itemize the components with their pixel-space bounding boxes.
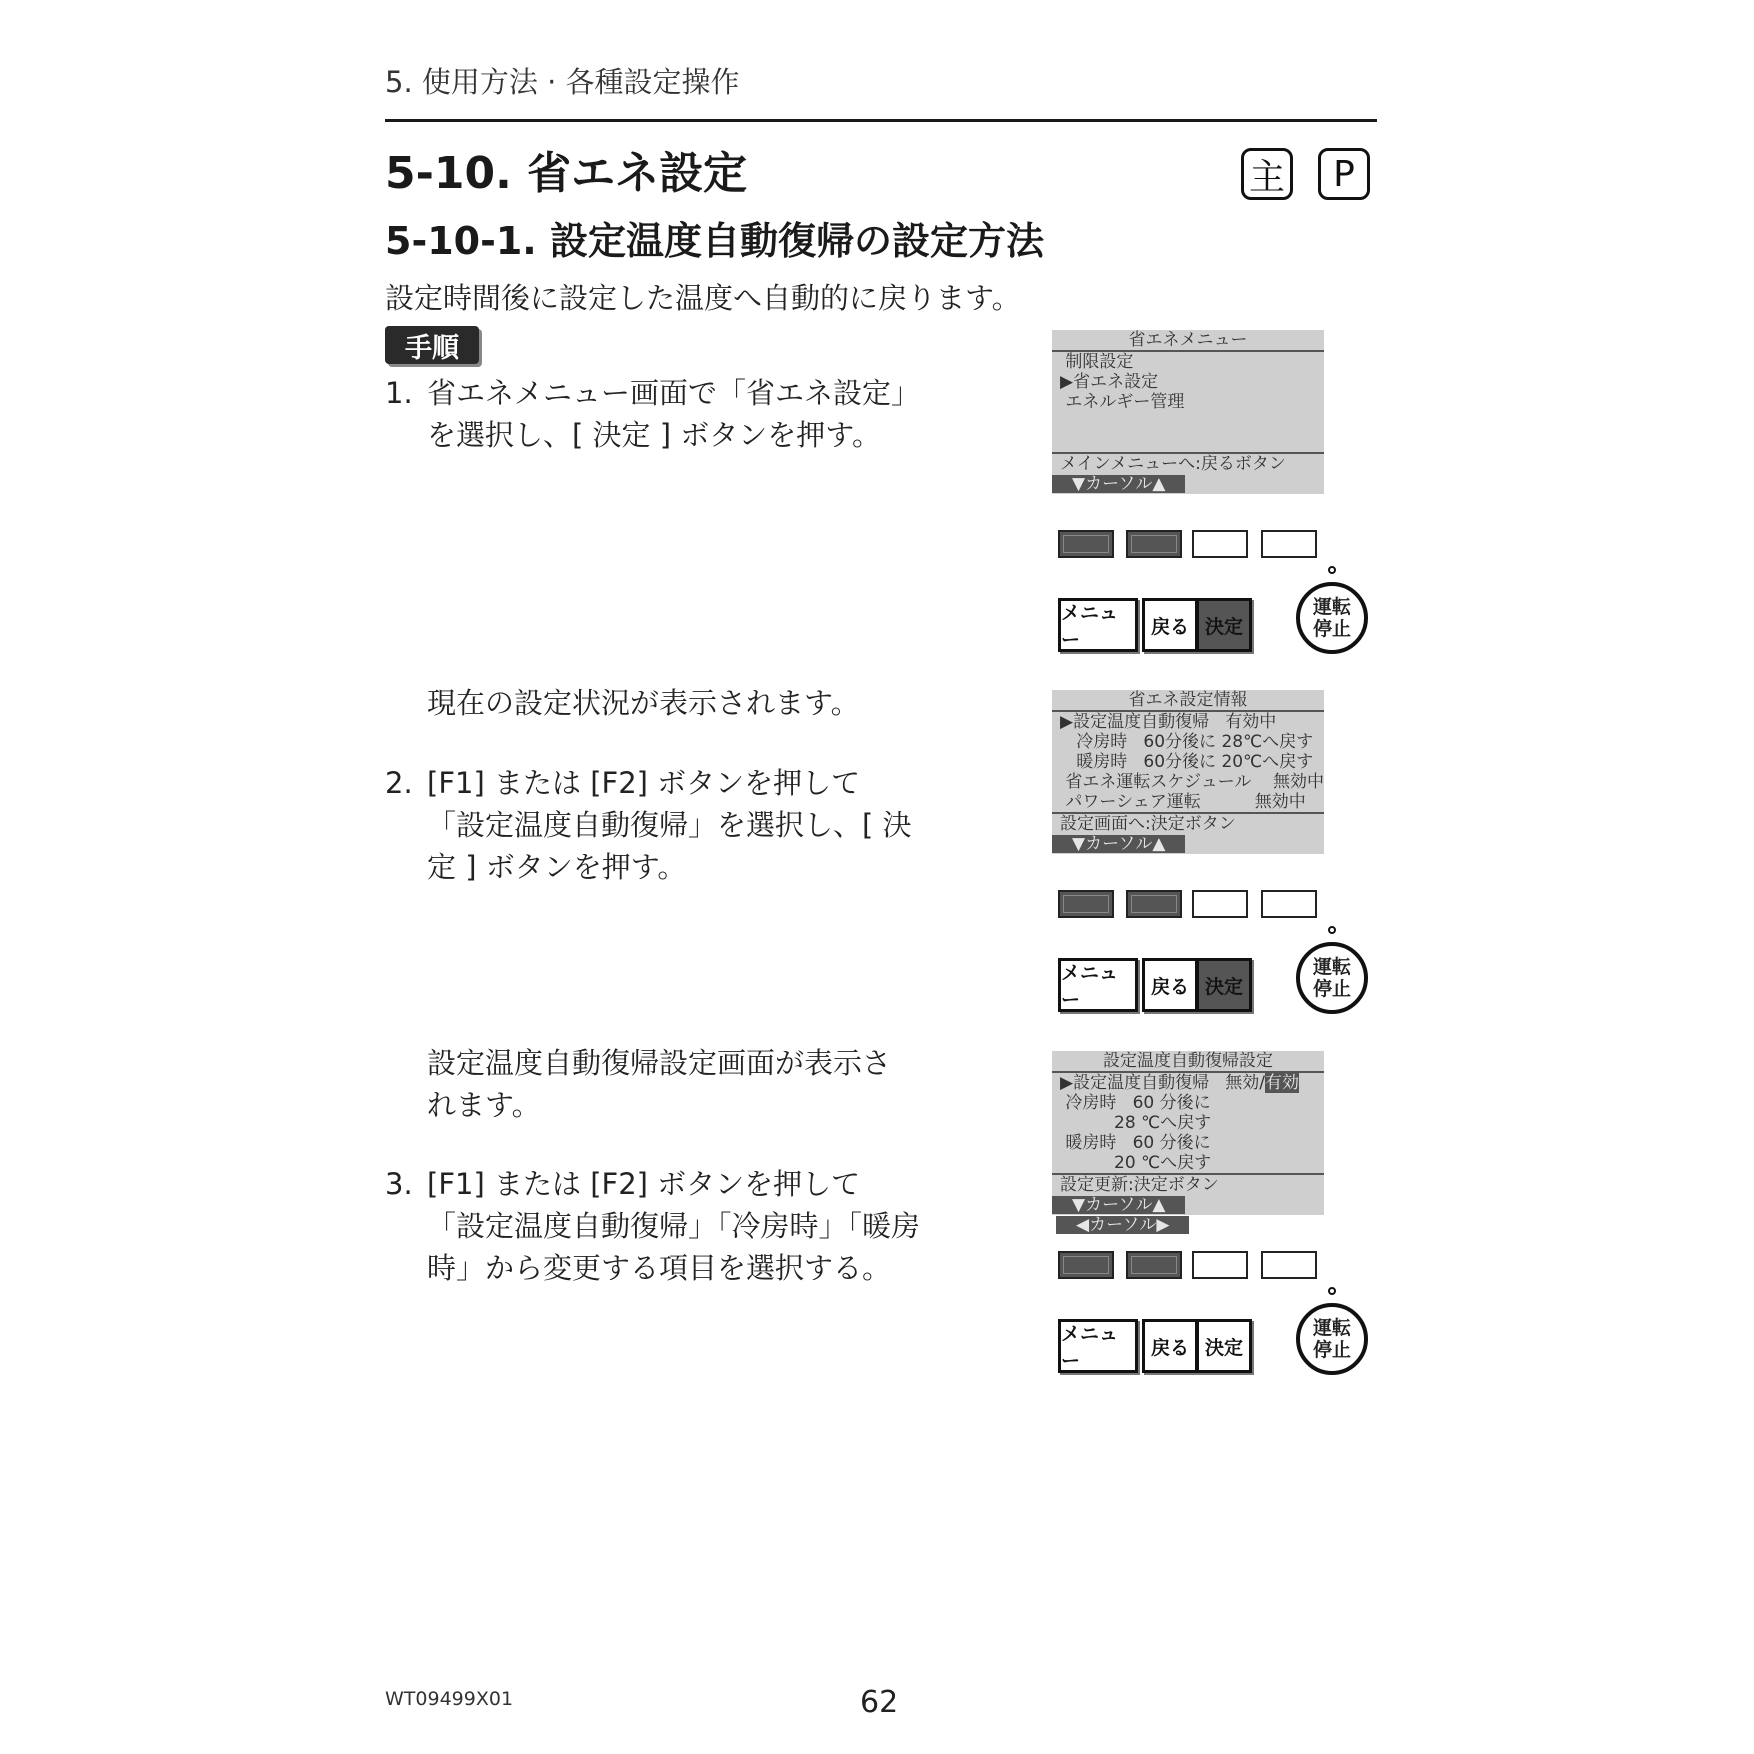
- header-divider: [385, 119, 1377, 122]
- screen-row: ▶設定温度自動復帰 有効中: [1060, 712, 1277, 732]
- step-3: [385, 1163, 920, 1289]
- back-button[interactable]: 戻る: [1142, 958, 1198, 1012]
- step-number: 3.: [385, 1167, 413, 1201]
- step-line: を選択し、[ 決定 ] ボタンを押す。: [427, 418, 881, 452]
- back-button[interactable]: 戻る: [1142, 1319, 1198, 1373]
- screen-row: 冷房時 60 分後に: [1060, 1093, 1211, 1113]
- screen-row: エネルギー管理: [1060, 392, 1185, 412]
- screen-row: 省エネ運転スケジュール 無効中: [1060, 772, 1324, 792]
- f4-button[interactable]: [1261, 1251, 1317, 1279]
- note-2: [427, 1042, 891, 1126]
- screen-row: 暖房時 60 分後に: [1060, 1133, 1211, 1153]
- f4-button[interactable]: [1261, 890, 1317, 918]
- procedure-label: 手順: [385, 326, 479, 364]
- note-line: れます。: [427, 1088, 541, 1122]
- lcd-screen-energy-info: [1052, 690, 1324, 854]
- step-line: [F1] または [F2] ボタンを押して: [427, 1167, 861, 1201]
- selected-value: 有効: [1265, 1073, 1300, 1093]
- main-remote-badge-icon: 主: [1241, 148, 1293, 200]
- softkey-cursor-vertical: ▼カーソル▲: [1052, 1196, 1185, 1214]
- f3-button[interactable]: [1192, 530, 1248, 558]
- lcd-screen-energy-menu: [1052, 330, 1324, 494]
- screen-footer: メインメニューへ:戻るボタン: [1052, 452, 1324, 474]
- menu-button[interactable]: メニュー: [1058, 958, 1138, 1012]
- screen-row: 制限設定: [1060, 352, 1134, 372]
- document-code: WT09499X01: [385, 1688, 514, 1710]
- step-line: 時」から変更する項目を選択する。: [427, 1251, 892, 1285]
- f1-button[interactable]: [1058, 530, 1114, 558]
- intro-text: 設定時間後に設定した温度へ自動的に戻ります。: [385, 281, 1021, 315]
- status-led-icon: [1328, 926, 1336, 934]
- section-header: 5. 使用方法 · 各種設定操作: [385, 65, 740, 99]
- f2-button[interactable]: [1126, 530, 1182, 558]
- f3-button[interactable]: [1192, 1251, 1248, 1279]
- enter-button[interactable]: 決定: [1196, 958, 1252, 1012]
- menu-button[interactable]: メニュー: [1058, 1319, 1138, 1373]
- f2-button[interactable]: [1126, 890, 1182, 918]
- enter-button[interactable]: 決定: [1196, 1319, 1252, 1373]
- softkey-cursor: ▼カーソル▲: [1052, 475, 1185, 493]
- f1-button[interactable]: [1058, 1251, 1114, 1279]
- status-led-icon: [1328, 566, 1336, 574]
- note-line: 現在の設定状況が表示されます。: [427, 686, 860, 720]
- step-number: 1.: [385, 376, 413, 410]
- screen-row: 暖房時 60分後に 20℃へ戻す: [1060, 752, 1314, 772]
- screen-title: 省エネメニュー: [1052, 330, 1324, 352]
- screen-row: ▶設定温度自動復帰 無効/有効: [1060, 1073, 1300, 1093]
- run-stop-button[interactable]: 運転 停止: [1296, 582, 1368, 654]
- run-stop-button[interactable]: 運転 停止: [1296, 942, 1368, 1014]
- screen-row: 20 ℃へ戻す: [1060, 1153, 1212, 1173]
- f4-button[interactable]: [1261, 530, 1317, 558]
- step-number: 2.: [385, 766, 413, 800]
- screen-footer: 設定更新:決定ボタン: [1052, 1173, 1324, 1195]
- screen-title: 省エネ設定情報: [1052, 690, 1324, 712]
- screen-title: 設定温度自動復帰設定: [1052, 1051, 1324, 1073]
- f3-button[interactable]: [1192, 890, 1248, 918]
- step-line: 「設定温度自動復帰」を選択し、[ 決: [427, 808, 912, 842]
- status-led-icon: [1328, 1287, 1336, 1295]
- run-stop-button[interactable]: 運転 停止: [1296, 1303, 1368, 1375]
- step-line: 定 ] ボタンを押す。: [427, 850, 687, 884]
- screen-row: 28 ℃へ戻す: [1060, 1113, 1212, 1133]
- screen-row: パワーシェア運転 無効中: [1060, 792, 1306, 812]
- enter-button[interactable]: 決定: [1196, 598, 1252, 652]
- note-1: [427, 682, 860, 724]
- p-badge-icon: P: [1318, 148, 1370, 200]
- page-number: 62: [860, 1685, 899, 1720]
- screen-row: 冷房時 60分後に 28℃へ戻す: [1060, 732, 1314, 752]
- screen-row: ▶省エネ設定: [1060, 372, 1159, 392]
- step-line: [F1] または [F2] ボタンを押して: [427, 766, 861, 800]
- step-line: 省エネメニュー画面で「省エネ設定」: [427, 376, 921, 410]
- menu-button[interactable]: メニュー: [1058, 598, 1138, 652]
- section-subtitle: 5-10-1. 設定温度自動復帰の設定方法: [385, 219, 1044, 263]
- f2-button[interactable]: [1126, 1251, 1182, 1279]
- step-line: 「設定温度自動復帰」「冷房時」「暖房: [427, 1209, 921, 1243]
- softkey-cursor: ▼カーソル▲: [1052, 835, 1185, 853]
- page-title: 5-10. 省エネ設定: [385, 148, 748, 199]
- lcd-screen-auto-return-setting: [1052, 1051, 1324, 1235]
- screen-footer: 設定画面へ:決定ボタン: [1052, 812, 1324, 834]
- step-2: [385, 762, 912, 888]
- step-1: [385, 372, 920, 456]
- back-button[interactable]: 戻る: [1142, 598, 1198, 652]
- screen-row: [1052, 412, 1324, 432]
- note-line: 設定温度自動復帰設定画面が表示さ: [427, 1046, 892, 1080]
- f1-button[interactable]: [1058, 890, 1114, 918]
- screen-row: [1052, 432, 1324, 452]
- softkey-cursor-horizontal: ◀カーソル▶: [1056, 1216, 1189, 1234]
